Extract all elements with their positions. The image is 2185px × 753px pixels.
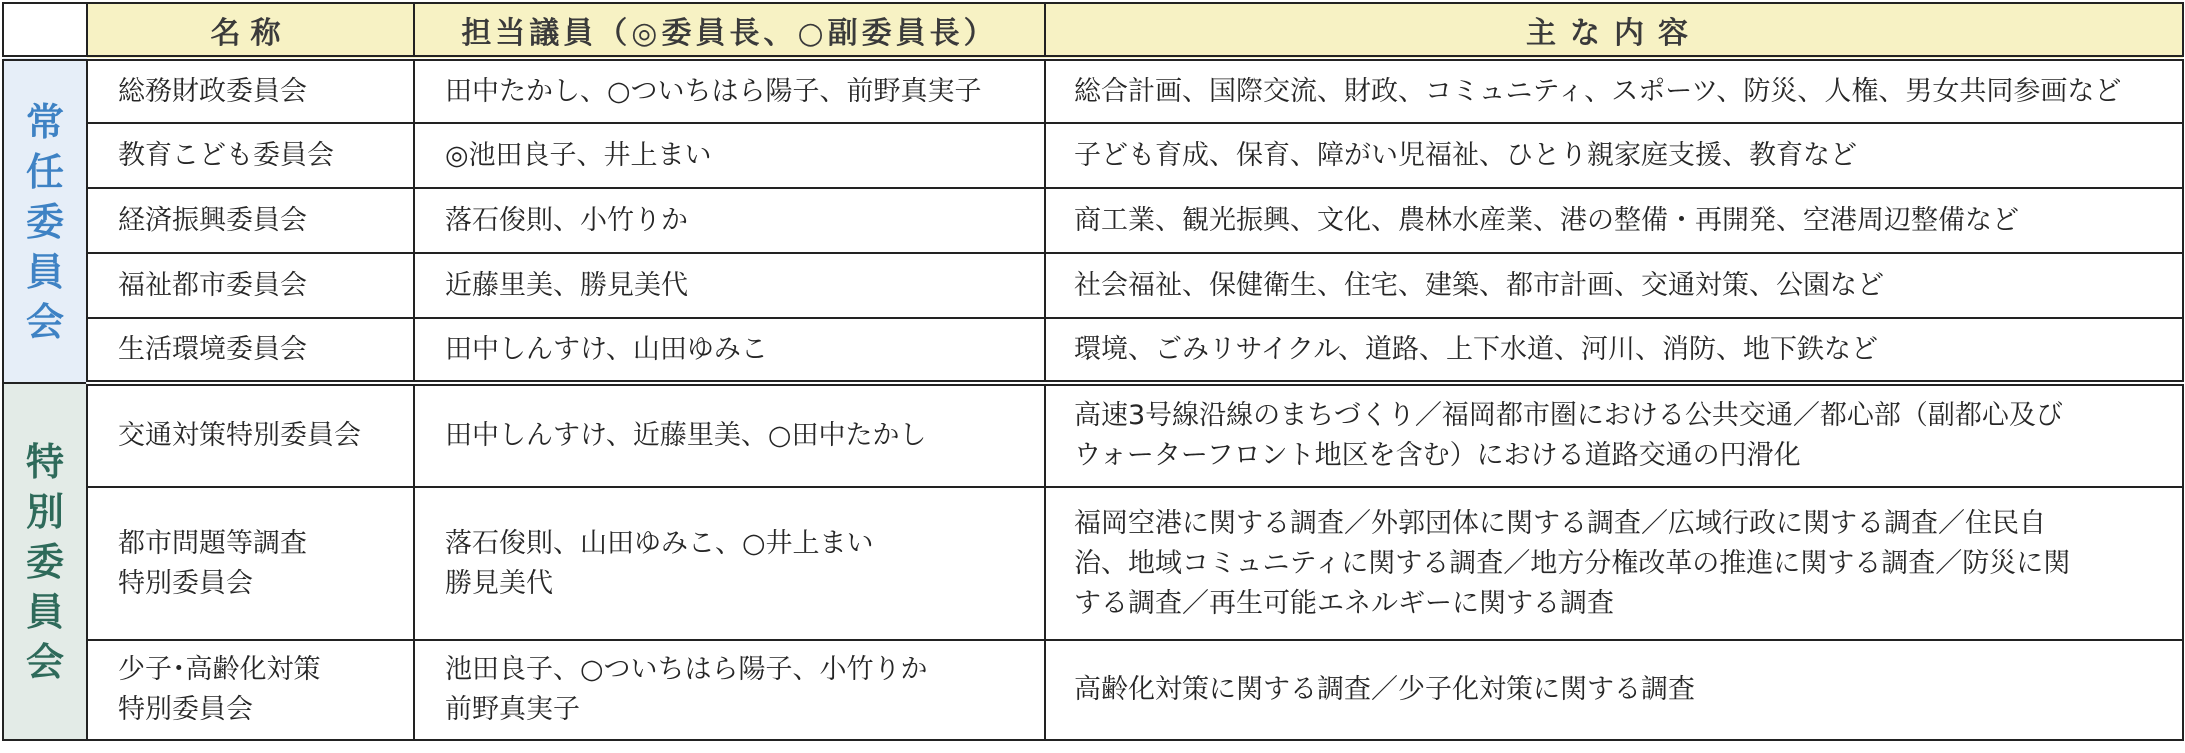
committee-members: 池田良子、○ついちはら陽子、小竹りか 前野真実子 bbox=[414, 640, 1045, 740]
table-row bbox=[3, 253, 2183, 318]
committee-content: 社会福祉、保健衛生、住宅、建築、都市計画、交通対策、公園など bbox=[1045, 253, 2183, 318]
header-row bbox=[3, 3, 2183, 58]
committee-members: 落石俊則、小竹りか bbox=[414, 188, 1045, 253]
committee-name: 教育こども委員会 bbox=[87, 123, 414, 188]
table-row bbox=[3, 640, 2183, 740]
committee-name: 経済振興委員会 bbox=[87, 188, 414, 253]
committee-name: 交通対策特別委員会 bbox=[87, 383, 414, 487]
committee-name: 都市問題等調査 特別委員会 bbox=[87, 487, 414, 640]
committee-content: 福岡空港に関する調査／外郭団体に関する調査／広域行政に関する調査／住民自 治、地域コミュニティに関する調査／地方分権改革の推進に関する調査／防災に関 する調査／再生可能エネルギーに関する調査 bbox=[1045, 487, 2183, 640]
committee-members: ◎池田良子、井上まい bbox=[414, 123, 1045, 188]
committee-content: 子ども育成、保育、障がい児福祉、ひとり親家庭支援、教育など bbox=[1045, 123, 2183, 188]
committee-content: 環境、ごみリサイクル、道路、上下水道、河川、消防、地下鉄など bbox=[1045, 318, 2183, 383]
table-row bbox=[3, 58, 2183, 123]
header-members: 担当議員（◎委員長、○副委員長） bbox=[414, 3, 1045, 58]
committee-content: 高齢化対策に関する調査／少子化対策に関する調査 bbox=[1045, 640, 2183, 740]
table-row bbox=[3, 318, 2183, 383]
header-content: 主な内容 bbox=[1045, 3, 2183, 58]
committee-name: 少子･高齢化対策 特別委員会 bbox=[87, 640, 414, 740]
table-row bbox=[3, 383, 2183, 487]
table-row bbox=[3, 487, 2183, 640]
committee-name: 生活環境委員会 bbox=[87, 318, 414, 383]
committee-members: 田中しんすけ、山田ゆみこ bbox=[414, 318, 1045, 383]
committee-content: 総合計画、国際交流、財政、コミュニティ、スポーツ、防災、人権、男女共同参画など bbox=[1045, 58, 2183, 123]
committee-name: 総務財政委員会 bbox=[87, 58, 414, 123]
table-row bbox=[3, 123, 2183, 188]
table-row bbox=[3, 188, 2183, 253]
committee-members: 落石俊則、山田ゆみこ、○井上まい 勝見美代 bbox=[414, 487, 1045, 640]
committee-name: 福祉都市委員会 bbox=[87, 253, 414, 318]
group-label-special: 特別委員会 bbox=[3, 383, 87, 740]
committee-members: 田中しんすけ、近藤里美、○田中たかし bbox=[414, 383, 1045, 487]
committee-members: 近藤里美、勝見美代 bbox=[414, 253, 1045, 318]
committee-content: 高速3号線沿線のまちづくり／福岡都市圏における公共交通／都心部（副都心及び ウォーターフロント地区を含む）における道路交通の円滑化 bbox=[1045, 383, 2183, 487]
header-corner bbox=[3, 3, 87, 58]
committee-members: 田中たかし、○ついちはら陽子、前野真実子 bbox=[414, 58, 1045, 123]
committee-content: 商工業、観光振興、文化、農林水産業、港の整備・再開発、空港周辺整備など bbox=[1045, 188, 2183, 253]
header-name: 名称 bbox=[87, 3, 414, 58]
group-label-standing: 常任委員会 bbox=[3, 58, 87, 383]
committee-table bbox=[2, 2, 2184, 741]
